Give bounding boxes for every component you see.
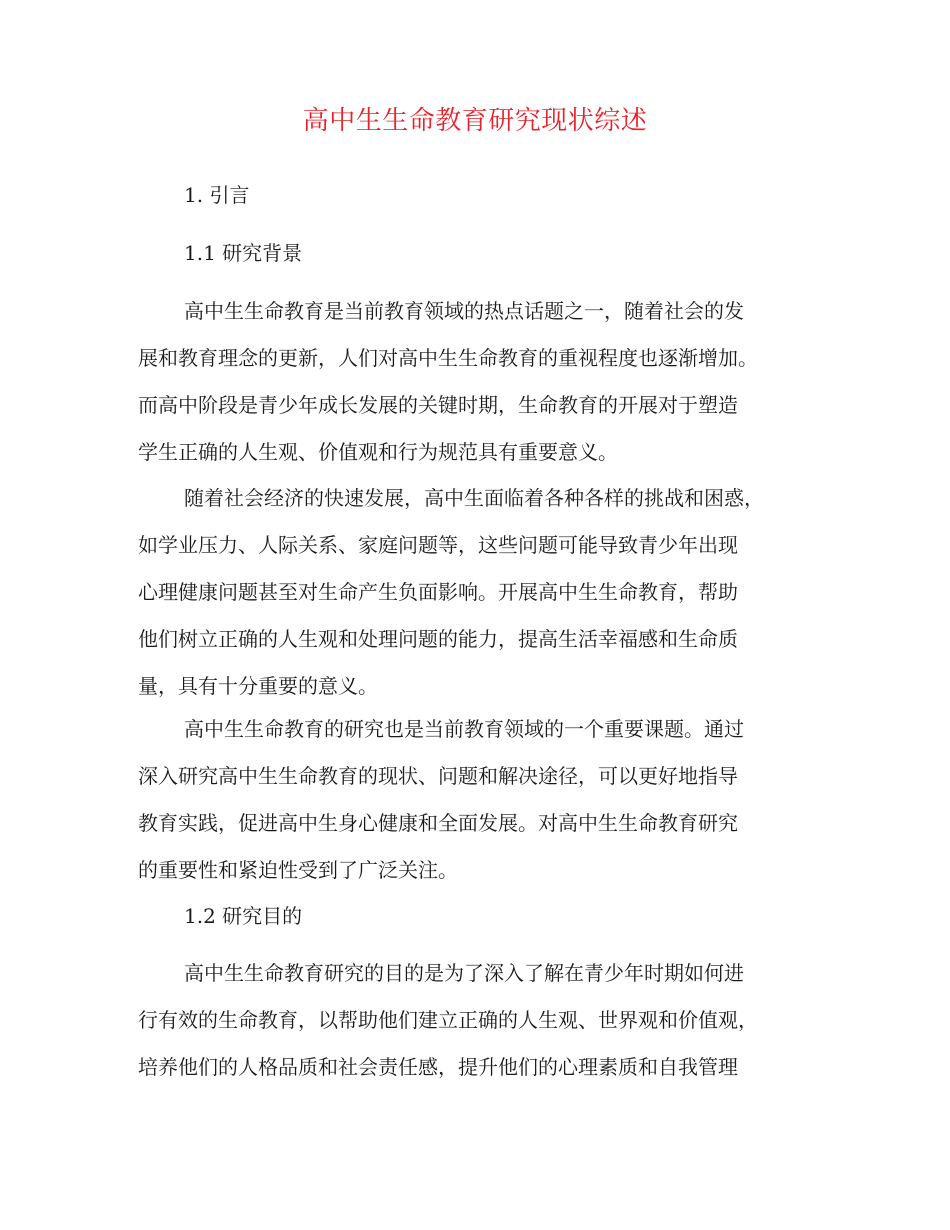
paragraph-line: 随着社会经济的快速发展，高中生面临着各种各样的挑战和困惑，	[184, 486, 764, 510]
paragraph-line: 行有效的生命教育，以帮助他们建立正确的人生观、世界观和价值观，	[138, 1008, 758, 1032]
paragraph-background-1	[138, 298, 838, 486]
paragraph-line: 的重要性和紧迫性受到了广泛关注。	[138, 858, 458, 882]
paragraph-line: 高中生生命教育是当前教育领域的热点话题之一，随着社会的发	[184, 299, 744, 323]
paragraph-line: 量，具有十分重要的意义。	[138, 674, 378, 698]
paragraph-line: 如学业压力、人际关系、家庭问题等，这些问题可能导致青少年出现	[138, 533, 738, 557]
paragraph-line: 高中生生命教育的研究也是当前教育领域的一个重要课题。通过	[184, 717, 744, 741]
paragraph-line: 深入研究高中生生命教育的现状、问题和解决途径，可以更好地指导	[138, 764, 738, 788]
paragraph-background-3	[138, 716, 838, 904]
section-heading-research-purpose: 1.2 研究目的	[184, 904, 303, 928]
paragraph-purpose-1	[138, 960, 838, 1101]
paragraph-line: 展和教育理念的更新，人们对高中生生命教育的重视程度也逐渐增加。	[138, 346, 758, 370]
paragraph-background-2	[138, 485, 838, 720]
paragraph-line: 教育实践，促进高中生身心健康和全面发展。对高中生生命教育研究	[138, 811, 738, 835]
paragraph-line: 培养他们的人格品质和社会责任感，提升他们的心理素质和自我管理	[138, 1055, 738, 1079]
paragraph-line: 心理健康问题甚至对生命产生负面影响。开展高中生生命教育，帮助	[138, 580, 738, 604]
paragraph-line: 学生正确的人生观、价值观和行为规范具有重要意义。	[138, 440, 618, 464]
paragraph-line: 他们树立正确的人生观和处理问题的能力，提高生活幸福感和生命质	[138, 627, 738, 651]
section-heading-introduction: 1. 引言	[184, 183, 250, 207]
paragraph-line: 而高中阶段是青少年成长发展的关键时期，生命教育的开展对于塑造	[138, 393, 738, 417]
section-heading-research-background: 1.1 研究背景	[184, 241, 303, 265]
paragraph-line: 高中生生命教育研究的目的是为了深入了解在青少年时期如何进	[184, 961, 744, 985]
document-title: 高中生生命教育研究现状综述	[302, 106, 648, 136]
